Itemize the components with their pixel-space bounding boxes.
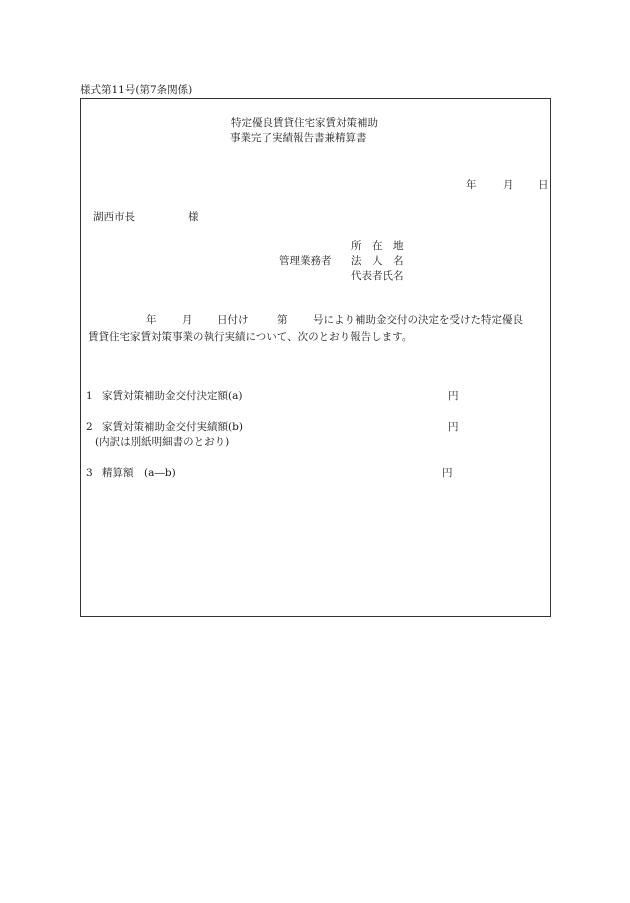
date-month: 月 bbox=[503, 179, 514, 191]
body-year: 年 bbox=[146, 314, 157, 326]
date-day: 日 bbox=[538, 179, 549, 191]
title-line-2: 事業完了実績報告書兼精算書 bbox=[230, 132, 367, 144]
form-frame bbox=[80, 98, 551, 617]
title-line-1: 特定優良賃貸住宅家賃対策補助 bbox=[231, 117, 378, 129]
item-label: 家賃対策補助金交付決定額(a) bbox=[102, 390, 243, 402]
item-number: 3 bbox=[86, 467, 93, 479]
item-label: 家賃対策補助金交付実績額(b) bbox=[102, 421, 243, 433]
body-line-2: 賃貸住宅家賃対策事業の執行実績について、次のとおり報告します。 bbox=[88, 331, 413, 343]
applicant-role: 管理業務者 bbox=[279, 255, 332, 267]
item-number: 1 bbox=[86, 390, 93, 402]
item-note: (内訳は別紙明細書のとおり) bbox=[95, 436, 230, 448]
body-month: 月 bbox=[182, 314, 193, 326]
addressee-honorific: 様 bbox=[188, 211, 199, 223]
date-year: 年 bbox=[466, 179, 477, 191]
item-unit: 円 bbox=[442, 467, 453, 479]
item-number: 2 bbox=[86, 421, 93, 433]
body-line-1: 号により補助金交付の決定を受けた特定優良 bbox=[313, 314, 523, 326]
corporation-name-label: 法 人 名 bbox=[351, 255, 404, 267]
form-number-label: 様式第11号(第7条関係) bbox=[80, 84, 193, 96]
item-unit: 円 bbox=[448, 390, 459, 402]
item-unit: 円 bbox=[448, 421, 459, 433]
representative-name-label: 代表者氏名 bbox=[351, 270, 404, 282]
body-number-prefix: 第 bbox=[277, 314, 288, 326]
addressee-name: 湖西市長 bbox=[93, 211, 135, 223]
item-label: 精算額 (a―b) bbox=[102, 467, 176, 479]
address-label: 所 在 地 bbox=[351, 240, 404, 252]
body-dated: 日付け bbox=[217, 314, 249, 326]
